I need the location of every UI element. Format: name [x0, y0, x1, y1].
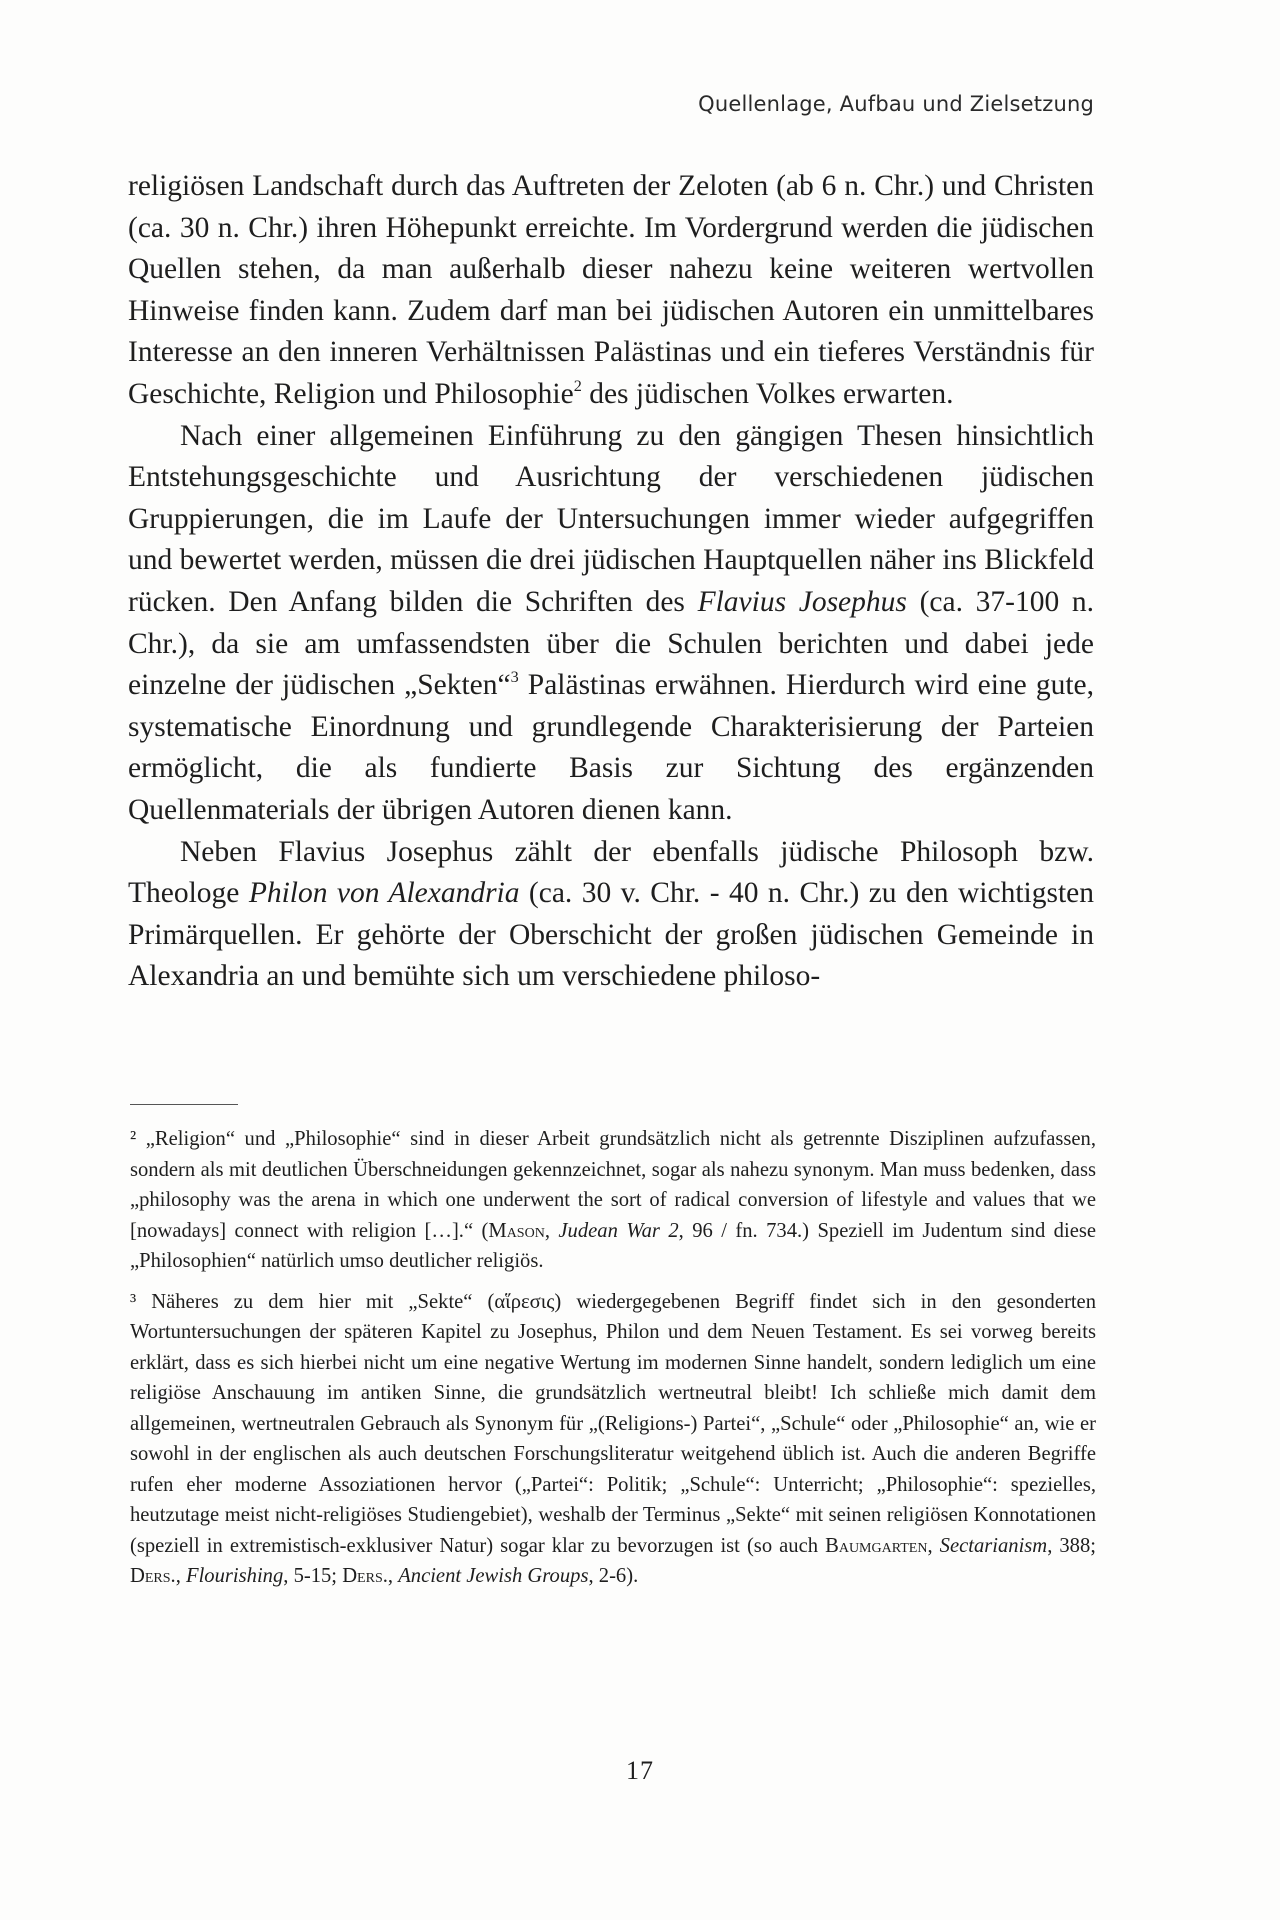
citation-work: Flourishing: [186, 1565, 284, 1587]
paragraph-2: [128, 416, 1094, 832]
citation-separator: ,: [927, 1534, 940, 1557]
paragraph-2-text-b: (ca. 37-100 n. Chr.), da sie am umfassendsten über die Schulen berichten und dabei jede einzelne der jüdischen „Sekten“: [128, 585, 1094, 702]
running-header: Quellenlage, Aufbau und Zielsetzung: [698, 92, 1094, 116]
author-name-josephus: Flavius Josephus: [697, 585, 907, 618]
footnote-marker: ³: [130, 1290, 137, 1313]
paragraph-2-text-c: Palästinas erwähnen. Hierdurch wird eine gute, systematische Einordnung und grundlegende Charakterisierung der Parteien ermöglicht, die als fundierte Basis zur Sichtung des ergänzenden Quellenmaterials der übrigen Autoren dienen kann.: [128, 669, 1094, 826]
main-text: [128, 166, 1094, 998]
paragraph-1-tail: des jüdischen Volkes erwarten.: [581, 377, 954, 410]
paragraph-3-text-a: Neben Flavius Josephus zählt der ebenfalls jüdische Philosoph bzw. Theologe: [128, 835, 1094, 910]
paragraph-3-text-b: (ca. 30 v. Chr. - 40 n. Chr.) zu den wichtigsten Primärquellen. Er gehörte der Oberschicht der großen jüdischen Gemeinde in Alexandria an und bemühte sich um verschiedene philoso-: [128, 877, 1094, 993]
paragraph-1-text: religiösen Landschaft durch das Auftreten der Zeloten (ab 6 n. Chr.) und Christen (ca. 30 n. Chr.) ihren Höhepunkt erreichte. Im Vordergrund werden die jüdischen Quellen stehen, da man außerhalb dieser nahezu keine weiteren wertvollen Hinweise finden kann. Zudem darf man bei jüdischen Autoren ein unmittelbares Interesse an den inneren Verhältnissen Palästinas und ein tieferes Verständnis für Geschichte, Religion und Philosophie: [128, 170, 1094, 410]
citation-separator: ,: [544, 1219, 559, 1242]
author-name-philon: Philon von Alexandria: [248, 877, 520, 910]
citation-author: Ders.: [130, 1565, 176, 1587]
footnote-3-text-b: , 388;: [1047, 1534, 1096, 1557]
paragraph-3: [128, 832, 1094, 998]
footnote-marker: ²: [130, 1128, 137, 1150]
footnotes: [130, 1124, 1096, 1602]
footnote-3: [130, 1287, 1096, 1592]
footnote-3-text-c: , 5-15;: [283, 1565, 343, 1587]
citation-author: Baumgarten: [825, 1534, 928, 1557]
citation-separator: ,: [387, 1565, 399, 1587]
citation-separator: ,: [175, 1565, 186, 1587]
footnote-2: [130, 1124, 1096, 1277]
page-number: 17: [626, 1756, 654, 1785]
citation-author: Mason: [488, 1219, 545, 1242]
footnote-3-text-a: Näheres zu dem hier mit „Sekte“ (αἵρεσις) wiedergegebenen Begriff findet sich in den gesonderten Wortuntersuchungen der späteren Kapitel zu Josephus, Philon und dem Neuen Testament. Es sei vorweg bereits erklärt, dass es sich hierbei nicht um eine negative Wertung im modernen Sinne handelt, sondern lediglich um eine religiöse Anschauung im antiken Sinne, die grundsätzlich wertneutral bleibt! Ich schließe mich damit dem allgemeinen, wertneutralen Gebrauch als Synonym für „(Religions-) Partei“, „Schule“ oder „Philosophie“ an, wie er sowohl in der englischen als auch deutschen Forschungsliteratur weitgehend üblich ist. Auch die anderen Begriffe rufen eher moderne Assoziationen hervor („Partei“: Politik; „Schule“: Unterricht; „Philosophie“: spezielles, heutzutage meist nicht-religiöses Studiengebiet), weshalb der Terminus „Sekte“ mit seinen religiösen Konnotationen (speziell in extremistisch-exklusiver Natur) sogar klar zu bevorzugen ist (so auch: [130, 1290, 1096, 1557]
citation-author: Ders.: [342, 1565, 388, 1587]
footnote-3-text-d: , 2-6).: [588, 1565, 639, 1587]
footnote-ref-3[interactable]: 3: [510, 667, 519, 686]
citation-work: Ancient Jewish Groups: [398, 1565, 589, 1587]
paragraph-1: [128, 166, 1094, 416]
footnote-2-text-a: „Religion“ und „Philosophie“ sind in dieser Arbeit grundsätzlich nicht als getrennte Disziplinen aufzufassen, sondern als mit deutlichen Überschneidungen gekennzeichnet, sogar als nahezu synonym. Man muss bedenken, dass „philosophy was the arena in which one underwent the sort of radical conversion of lifestyle and values that we [nowadays] connect with religion […].“ (: [130, 1128, 1096, 1242]
footnote-ref-2[interactable]: 2: [573, 376, 582, 395]
footnote-separator: [130, 1104, 238, 1105]
footnote-2-text-b: , 96 / fn. 734.) Speziell im Judentum sind diese „Philosophien“ natürlich umso deutlicher religiös.: [130, 1219, 1096, 1272]
citation-work: Judean War 2: [558, 1219, 679, 1242]
citation-work: Sectarianism: [939, 1534, 1048, 1557]
paragraph-2-text-a: Nach einer allgemeinen Einführung zu den gängigen Thesen hinsichtlich Entstehungsgeschichte und Ausrichtung der verschiedenen jüdischen Gruppierungen, die im Laufe der Untersuchungen immer wieder aufgegriffen und bewertet werden, müssen die drei jüdischen Hauptquellen näher ins Blickfeld rücken. Den Anfang bilden die Schriften des: [128, 419, 1094, 618]
